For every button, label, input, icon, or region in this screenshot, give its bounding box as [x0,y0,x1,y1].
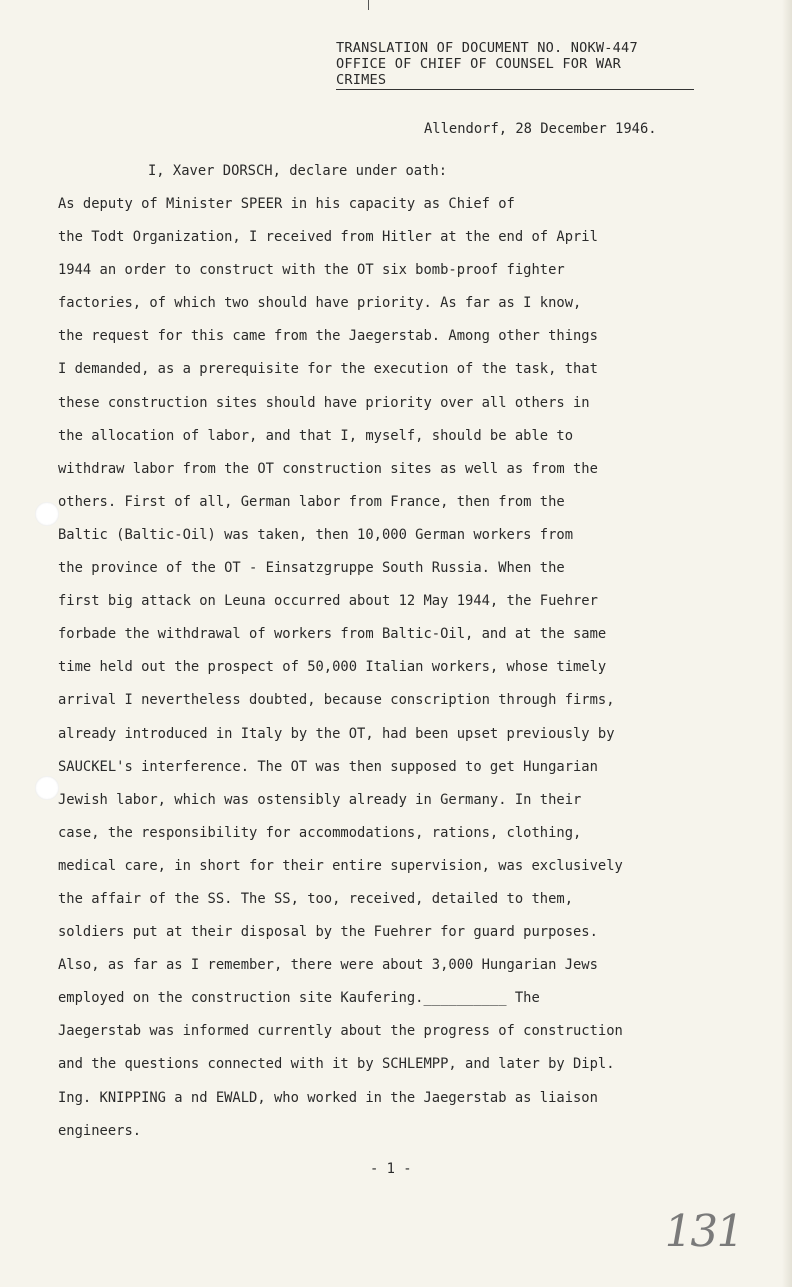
body-text-line: time held out the prospect of 50,000 Italian workers, whose timely [58,659,607,676]
body-text-line: first big attack on Leuna occurred about 12 May 1944, the Fuehrer [58,593,598,610]
handwritten-page-stamp: 131 [659,1206,747,1257]
body-text-line: already introduced in Italy by the OT, had been upset previously by [58,725,615,742]
header-line-2: OFFICE OF CHIEF OF COUNSEL FOR WAR [336,56,622,72]
body-text-line: arrival I nevertheless doubted, because conscription through firms, [58,692,615,709]
document-header [336,40,638,88]
punch-hole [35,776,59,800]
body-text-line: I demanded, as a prerequisite for the execution of the task, that [58,361,598,378]
body-text-line: factories, of which two should have priority. As far as I know, [58,295,582,312]
body-text-line: soldiers put at their disposal by the Fuehrer for guard purposes. [58,924,598,941]
header-underline [336,89,694,90]
body-text-line: Jewish labor, which was ostensibly already in Germany. In their [58,791,582,808]
body-text-line: withdraw labor from the OT construction sites as well as from the [58,460,598,477]
body-text-line: the Todt Organization, I received from Hitler at the end of April [58,229,598,246]
affidavit-body [58,194,623,1154]
body-text-line: Jaegerstab was informed currently about the progress of construction [58,1023,623,1040]
body-text-line: others. First of all, German labor from France, then from the [58,493,565,510]
body-text-line: the province of the OT - Einsatzgruppe South Russia. When the [58,560,565,577]
body-text-line: the affair of the SS. The SS, too, received, detailed to them, [58,890,573,907]
body-text-line: and the questions connected with it by SCHLEMPP, and later by Dipl. [58,1056,615,1073]
body-text-line: Ing. KNIPPING a nd EWALD, who worked in the Jaegerstab as liaison [58,1089,598,1106]
body-text-line: 1944 an order to construct with the OT six bomb-proof fighter [58,262,565,279]
body-text-line: case, the responsibility for accommodations, rations, clothing, [58,824,582,841]
body-text-line: employed on the construction site Kaufering.__________ The [58,990,540,1007]
header-line-3: CRIMES [336,72,387,88]
date-line: Allendorf, 28 December 1946. [424,121,657,137]
page-edge-shadow [782,0,792,1287]
body-text-line: Also, as far as I remember, there were about 3,000 Hungarian Jews [58,957,598,974]
punch-hole [35,502,59,526]
body-text-line: forbade the withdrawal of workers from Baltic-Oil, and at the same [58,626,607,643]
body-text-line: the request for this came from the Jaegerstab. Among other things [58,328,598,345]
body-text-line: SAUCKEL's interference. The OT was then supposed to get Hungarian [58,758,598,775]
top-tick-mark [368,0,369,10]
body-text-line: As deputy of Minister SPEER in his capacity as Chief of [58,196,515,212]
opening-declaration: I, Xaver DORSCH, declare under oath: [148,163,448,179]
body-text-line: engineers. [58,1122,142,1139]
body-text-line: medical care, in short for their entire supervision, was exclusively [58,857,623,874]
page-number: - 1 - [370,1161,412,1177]
body-text-line: these construction sites should have priority over all others in [58,394,590,411]
body-text-line: Baltic (Baltic-Oil) was taken, then 10,000 German workers from [58,526,573,543]
header-line-1: TRANSLATION OF DOCUMENT NO. NOKW-447 [336,40,638,56]
body-text-line: the allocation of labor, and that I, myself, should be able to [58,427,573,444]
